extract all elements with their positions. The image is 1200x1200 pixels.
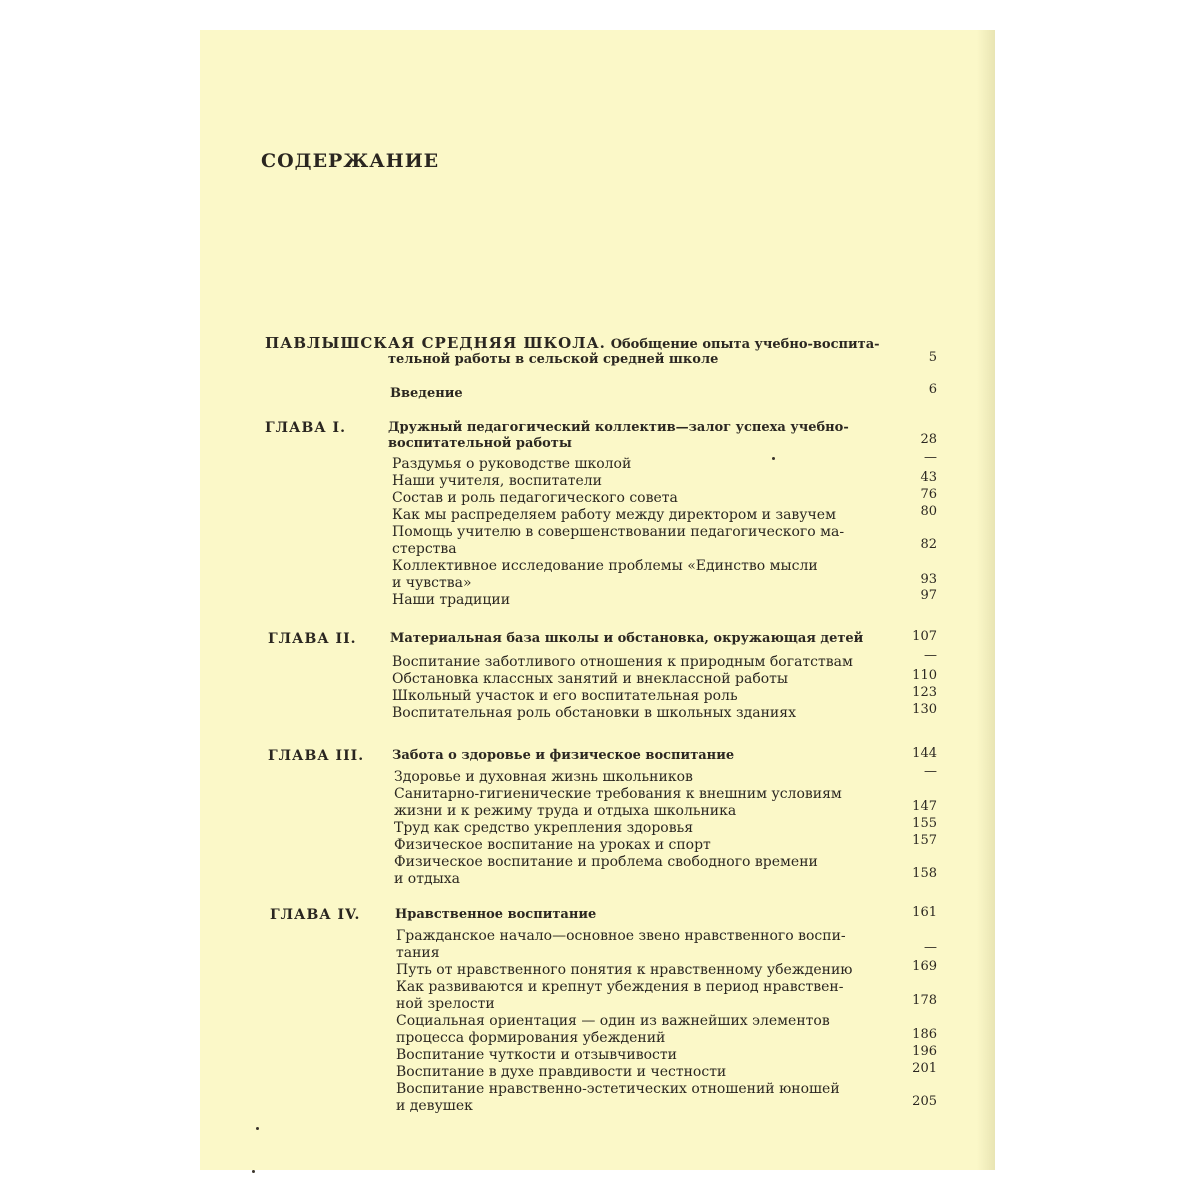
- ch2-item-2-page: 110: [912, 668, 937, 683]
- ch1-item-2-page: 43: [920, 470, 937, 485]
- chapter-1-title-line1: Дружный педагогический коллектив—залог успеха учебно-: [388, 420, 849, 435]
- ch4-item-3-page: 178: [912, 993, 937, 1008]
- ch2-item-3-page: 123: [912, 685, 937, 700]
- ch3-item-4-page: 157: [912, 833, 937, 848]
- chapter-3-page: 144: [912, 746, 937, 761]
- ch3-item-1: Здоровье и духовная жизнь школьников: [394, 769, 693, 785]
- chapter-4-label: ГЛАВА IV.: [270, 907, 361, 923]
- ch2-item-1-page: —: [924, 648, 937, 663]
- ch1-item-3-page: 76: [920, 487, 937, 502]
- chapter-1-page: 28: [920, 432, 937, 447]
- ch2-item-4: Воспитательная роль обстановки в школьных зданиях: [392, 705, 796, 721]
- ch2-item-1: Воспитание заботливого отношения к природным богатствам: [392, 654, 853, 670]
- ch4-item-2-page: 169: [912, 959, 937, 974]
- ch1-item-6-line2: и чувства»: [392, 575, 472, 591]
- ch1-item-1-page: —: [924, 450, 937, 465]
- chapter-4-page: 161: [912, 905, 937, 920]
- intro-label: Введение: [390, 386, 463, 401]
- book-page: [200, 30, 995, 1170]
- ink-speck: [256, 1127, 259, 1130]
- ch4-item-4-page: 186: [912, 1027, 937, 1042]
- ch2-item-4-page: 130: [912, 702, 937, 717]
- ch1-item-6-page: 93: [920, 572, 937, 587]
- ch3-item-3: Труд как средство укрепления здоровья: [394, 820, 694, 836]
- chapter-2-label: ГЛАВА II.: [268, 631, 357, 647]
- chapter-3-label: ГЛАВА III.: [268, 748, 365, 764]
- header-entry-page: 5: [928, 350, 937, 365]
- ch1-item-3: Состав и роль педагогического совета: [392, 490, 678, 506]
- ch4-item-7-line1: Воспитание нравственно-эстетических отношений юношей: [396, 1081, 840, 1097]
- ink-speck: [772, 457, 775, 460]
- chapter-2-page: 107: [912, 629, 937, 644]
- header-entry-line1: [265, 335, 880, 353]
- ink-speck: [252, 1170, 255, 1173]
- ch4-item-3-line1: Как развиваются и крепнут убеждения в период нравствен-: [396, 979, 844, 995]
- ch1-item-4-page: 80: [920, 504, 937, 519]
- ch3-item-5-page: 158: [912, 866, 937, 881]
- chapter-2-title-line1: Материальная база школы и обстановка, окружающая детей: [390, 631, 864, 646]
- ch3-item-4: Физическое воспитание на уроках и спорт: [394, 837, 711, 853]
- ch3-item-1-page: —: [924, 764, 937, 779]
- ch4-item-6-page: 201: [912, 1061, 937, 1076]
- ch1-item-7-page: 97: [920, 588, 937, 603]
- chapter-1-title-line2: воспитательной работы: [388, 436, 572, 451]
- school-name: ПАВЛЫШСКАЯ СРЕДНЯЯ ШКОЛА.: [265, 334, 606, 352]
- ch3-item-2-line2: жизни и к режиму труда и отдыха школьника: [394, 803, 737, 819]
- ch3-item-2-line1: Санитарно-гигиенические требования к внешним условиям: [394, 786, 842, 802]
- ch4-item-4-line2: процесса формирования убеждений: [396, 1030, 666, 1046]
- chapter-3-title-line1: Забота о здоровье и физическое воспитание: [392, 748, 735, 763]
- ch3-item-2-page: 147: [912, 799, 937, 814]
- ch1-item-5-line2: стерства: [392, 541, 457, 557]
- ch1-item-1: Раздумья о руководстве школой: [392, 456, 632, 472]
- ch1-item-6-line1: Коллективное исследование проблемы «Единство мысли: [392, 558, 818, 574]
- ch4-item-1-page: —: [924, 940, 937, 955]
- intro-page: 6: [928, 382, 937, 397]
- ch1-item-4: Как мы распределяем работу между директором и завучем: [392, 507, 836, 523]
- ch1-item-5-line1: Помощь учителю в совершенствовании педагогического ма-: [392, 524, 845, 540]
- ch3-item-5-line1: Физическое воспитание и проблема свободного времени: [394, 854, 818, 870]
- ch3-item-3-page: 155: [912, 816, 937, 831]
- ch1-item-2: Наши учителя, воспитатели: [392, 473, 602, 489]
- header-entry-line2: тельной работы в сельской средней школе: [388, 352, 719, 367]
- ch4-item-5: Воспитание чуткости и отзывчивости: [396, 1047, 677, 1063]
- ch4-item-3-line2: ной зрелости: [396, 996, 495, 1012]
- ch1-item-5-page: 82: [920, 537, 937, 552]
- ch4-item-7-line2: и девушек: [396, 1098, 473, 1114]
- ch2-item-3: Школьный участок и его воспитательная роль: [392, 688, 738, 704]
- ch4-item-6: Воспитание в духе правдивости и честности: [396, 1064, 727, 1080]
- ch2-item-2: Обстановка классных занятий и внеклассной работы: [392, 671, 789, 687]
- chapter-1-label: ГЛАВА I.: [265, 420, 346, 436]
- ch4-item-5-page: 196: [912, 1044, 937, 1059]
- ch1-item-7: Наши традиции: [392, 592, 511, 608]
- ch4-item-2: Путь от нравственного понятия к нравственному убеждению: [396, 962, 853, 978]
- ch4-item-7-page: 205: [912, 1094, 937, 1109]
- ch4-item-1-line1: Гражданское начало—основное звено нравственного воспи-: [396, 928, 846, 944]
- ch4-item-4-line1: Социальная ориентация — один из важнейших элементов: [396, 1013, 830, 1029]
- chapter-4-title-line1: Нравственное воспитание: [395, 907, 597, 922]
- ch3-item-5-line2: и отдыха: [394, 871, 460, 887]
- header-entry-text1: Обобщение опыта учебно-воспита-: [610, 337, 880, 352]
- ch4-item-1-line2: тания: [396, 945, 440, 961]
- contents-title: СОДЕРЖАНИЕ: [261, 150, 440, 172]
